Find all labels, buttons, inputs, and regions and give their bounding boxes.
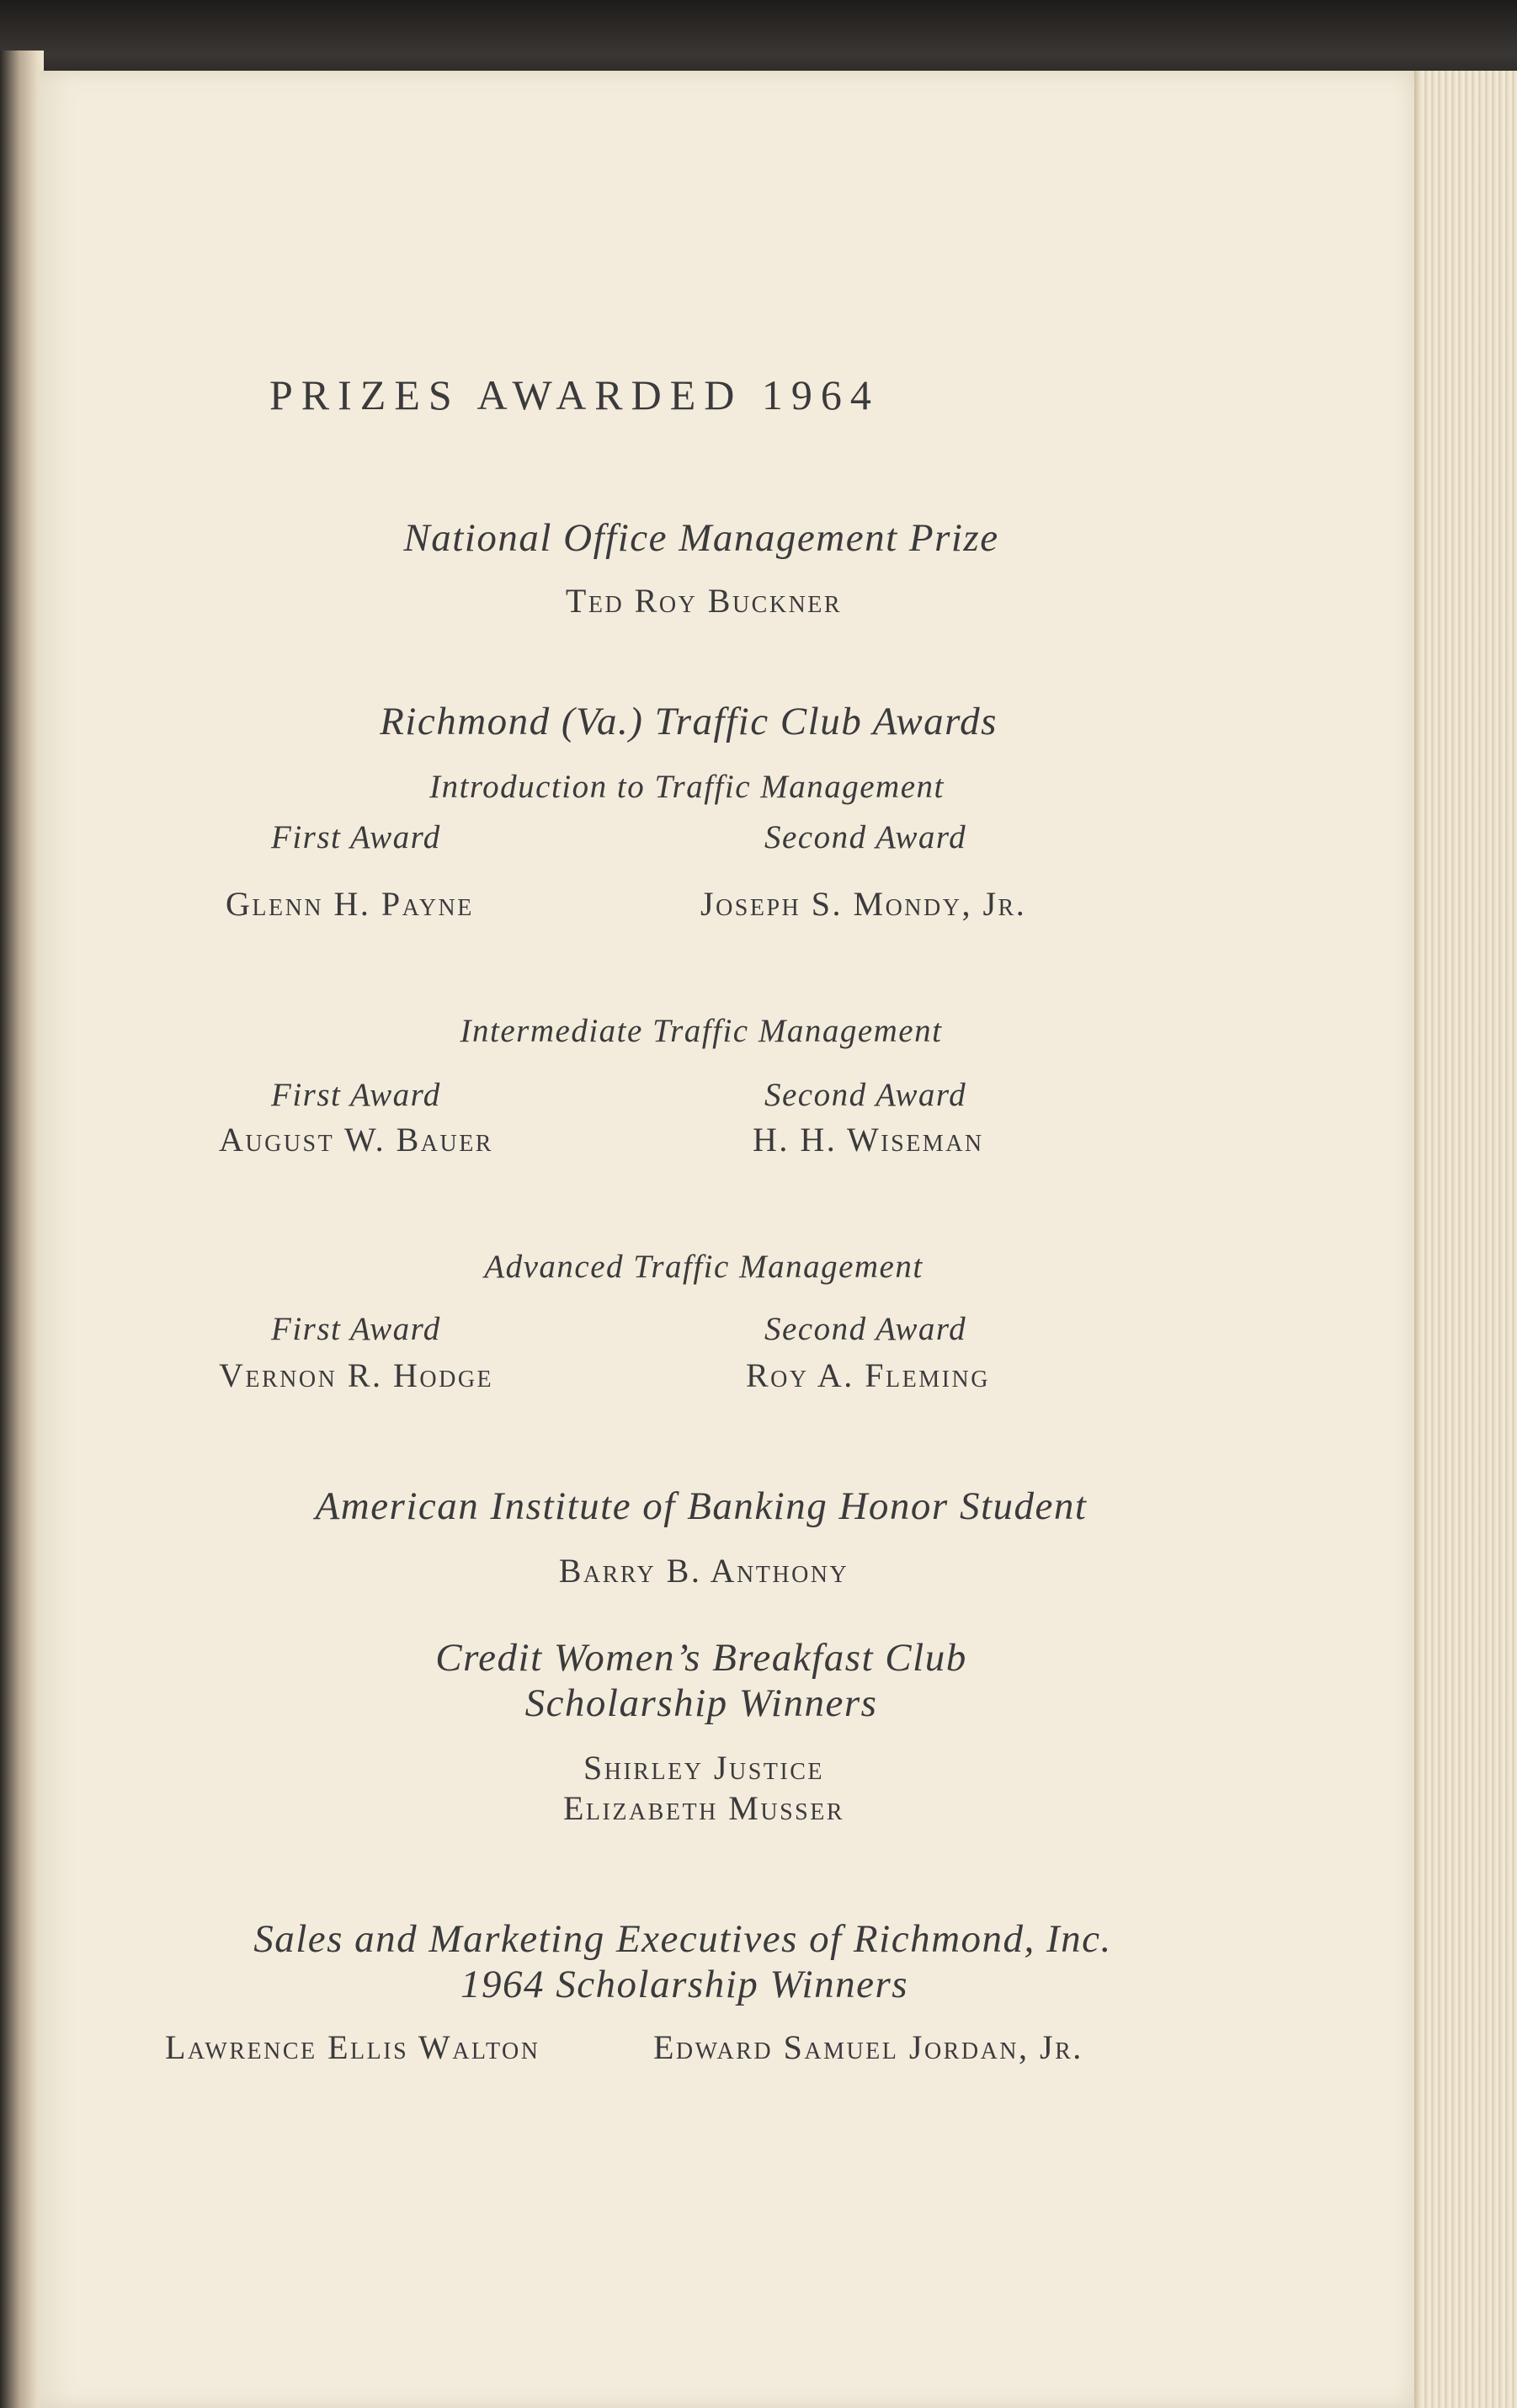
credit-women-winner-2: Elizabeth Musser [563,1789,844,1827]
credit-women-title-line2: Scholarship Winners [524,1681,878,1725]
advanced-section-title: Advanced Traffic Management [484,1249,924,1285]
richmond-awards-title: Richmond (Va.) Traffic Club Awards [380,700,998,743]
introduction-first-winner: Glenn H. Payne [226,885,474,923]
intermediate-second-award-label: Second Award [764,1077,967,1113]
book-cover-edge [0,0,1517,77]
intermediate-first-award-label: First Award [271,1077,441,1113]
introduction-section-title: Introduction to Traffic Management [429,769,945,805]
advanced-first-winner: Vernon R. Hodge [219,1356,494,1394]
national-prize-title: National Office Management Prize [403,516,999,560]
credit-women-winner-1: Shirley Justice [583,1749,824,1787]
aib-title: American Institute of Banking Honor Student [315,1484,1088,1528]
credit-women-title-line1: Credit Women’s Breakfast Club [435,1636,967,1680]
sales-marketing-title-line2: 1964 Scholarship Winners [460,1963,909,2006]
intermediate-section-title: Intermediate Traffic Management [460,1013,943,1049]
intermediate-second-winner: H. H. Wiseman [753,1121,984,1159]
introduction-second-award-label: Second Award [764,819,967,855]
advanced-second-award-label: Second Award [764,1311,967,1347]
book-gutter [0,51,44,2408]
introduction-first-award-label: First Award [271,819,441,855]
sales-marketing-winner-2: Edward Samuel Jordan, Jr. [653,2028,1083,2066]
sales-marketing-title-line1: Sales and Marketing Executives of Richmond, Inc. [253,1917,1112,1961]
sales-marketing-winner-1: Lawrence Ellis Walton [165,2028,540,2066]
national-prize-winner: Ted Roy Buckner [565,582,843,620]
advanced-second-winner: Roy A. Fleming [746,1356,990,1394]
aib-winner: Barry B. Anthony [558,1552,849,1590]
introduction-second-winner: Joseph S. Mondy, Jr. [700,885,1027,923]
page-title: PRIZES AWARDED 1964 [269,371,880,418]
intermediate-first-winner: August W. Bauer [219,1121,493,1159]
page-stack-edge [1414,71,1517,2408]
advanced-first-award-label: First Award [271,1311,441,1347]
